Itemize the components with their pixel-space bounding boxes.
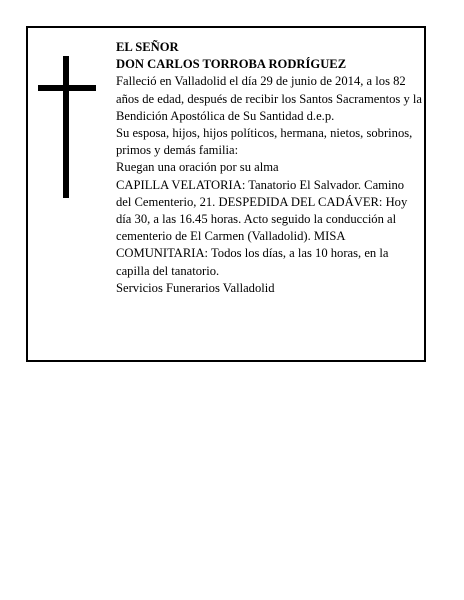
cross-horizontal-bar [38, 85, 96, 91]
funeral-home: Servicios Funerarios Valladolid [116, 280, 275, 295]
prayer-request: Ruegan una oración por su alma [116, 160, 279, 175]
family-line: Su esposa, hijos, hijos políticos, hermana, nietos, sobrinos, primos y demás familia: [116, 126, 413, 158]
cross-vertical-bar [63, 56, 69, 198]
death-announcement: Falleció en Valladolid el día 29 de junio de 2014, a los 82 años de edad, después de recibir los Santos Sacramentos y la Bendición Apostólica de Su Santidad d.e.p. [116, 74, 423, 123]
deceased-name: DON CARLOS TORROBA RODRÍGUEZ [116, 57, 347, 72]
cross-icon [38, 56, 96, 198]
obituary-text [116, 39, 422, 297]
heading-title: EL SEÑOR [116, 40, 179, 54]
obituary-notice [26, 26, 426, 362]
service-details: CAPILLA VELATORIA: Tanatorio El Salvador. Camino del Cementerio, 21. DESPEDIDA DEL CADÁVER: Hoy día 30, a las 16.45 horas. Acto seguido la conducción al cementerio de El Carmen (Valladolid). MISA COMUNITARIA: Todos los días, a las 10 horas, en la capilla del tanatorio. [116, 177, 408, 278]
